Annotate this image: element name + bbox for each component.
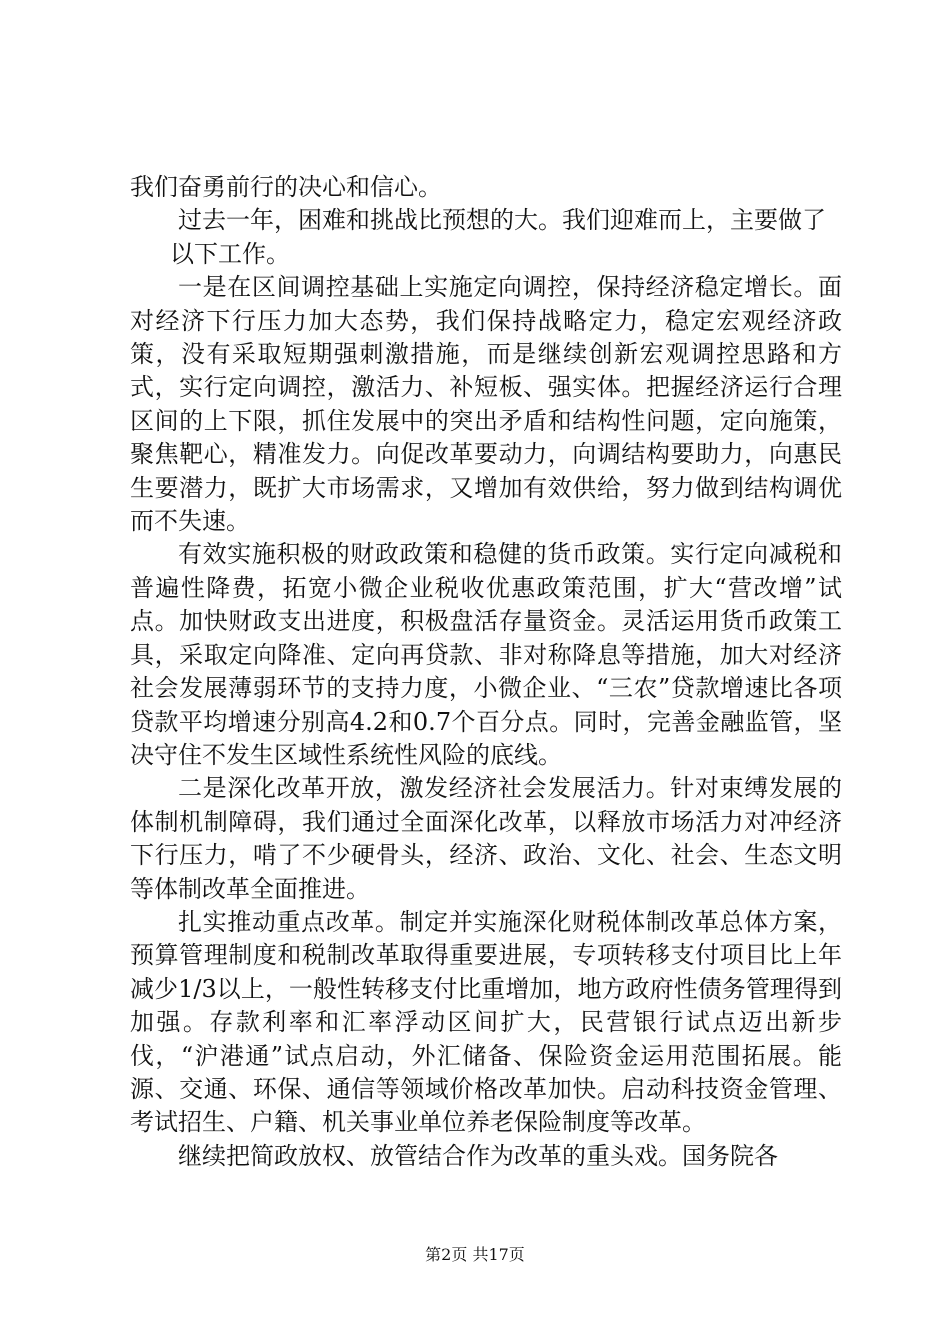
paragraph-1: 我们奋勇前行的决心和信心。 [130,173,442,201]
paragraph-6: 二是深化改革开放，激发经济社会发展活力。针对束缚发展的体制机制障碍，我们通过全面深化改革，以释放市场活力对冲经济下行压力，啃了不少硬骨头，经济、政治、文化、社会、生态文明等体制改革全面推进。 [130,774,842,903]
paragraph-4: 一是在区间调控基础上实施定向调控，保持经济稳定增长。面对经济下行压力加大态势，我们保持战略定力，稳定宏观经济政策，没有采取短期强刺激措施，而是继续创新宏观调控思路和方式，实行定向调控，激活力、补短板、强实体。把握经济运行合理区间的上下限，抓住发展中的突出矛盾和结构性问题，定向施策，聚焦靶心，精准发力。向促改革要动力，向调结构要助力，向惠民生要潜力，既扩大市场需求，又增加有效供给，努力做到结构调优而不失速。 [130,273,842,536]
paragraph-5: 有效实施积极的财政政策和稳健的货币政策。实行定向减税和普遍性降费，拓宽小微企业税收优惠政策范围，扩大“营改增”试点。加快财政支出进度，积极盘活存量资金。灵活运用货币政策工具，采取定向降准、定向再贷款、非对称降息等措施，加大对经济社会发展薄弱环节的支持力度，小微企业、“三农”贷款增速比各项贷款平均增速分别高4.2和0.7个百分点。同时，完善金融监管，坚决守住不发生区域性系统性风险的底线。 [130,540,842,769]
paragraph-7: 扎实推动重点改革。制定并实施深化财税体制改革总体方案，预算管理制度和税制改革取得重要进展，专项转移支付项目比上年减少1/3以上，一般性转移支付比重增加，地方政府性债务管理得到加强。存款利率和汇率浮动区间扩大，民营银行试点迈出新步伐，“沪港通”试点启动，外汇储备、保险资金运用范围拓展。能源、交通、环保、通信等领域价格改革加快。启动科技资金管理、考试招生、户籍、机关事业单位养老保险制度等改革。 [130,907,842,1137]
page-number-footer: 第2页 共17页 [425,1245,525,1264]
paragraph-8: 继续把简政放权、放管结合作为改革的重头戏。国务院各 [178,1141,778,1170]
paragraph-2: 过去一年，困难和挑战比预想的大。我们迎难而上，主要做了 [178,206,826,235]
paragraph-3: 以下工作。 [170,239,290,268]
body-text [130,171,842,1173]
